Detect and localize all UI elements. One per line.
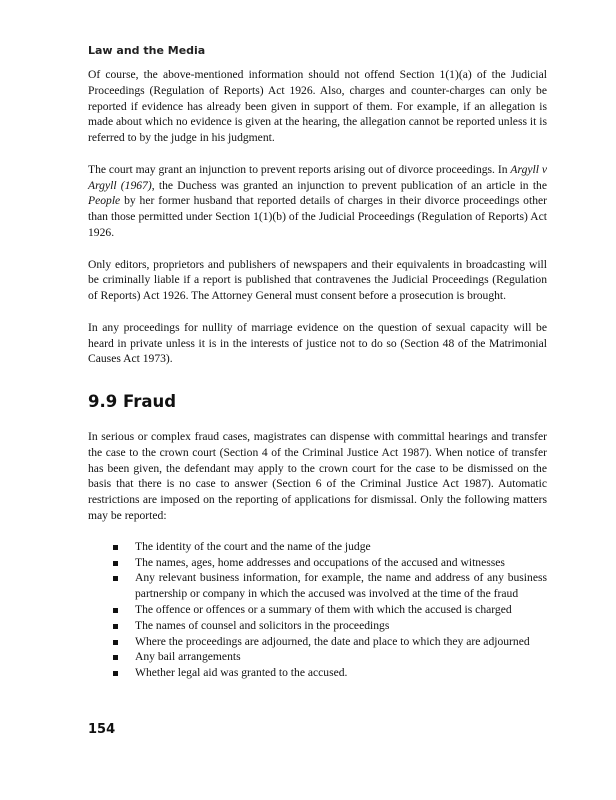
list-item bbox=[88, 665, 547, 681]
paragraph-criminal-liability: Only editors, proprietors and publishers of newspapers and their equivalents in broadcasting will be criminally liable if a report is published that contravenes the Judicial Proceedings (Regulation of Reports) Act 1926. The Attorney General must consent before a prosecution is brought. bbox=[88, 257, 547, 303]
reportable-matters-list bbox=[88, 539, 547, 681]
bullet-icon bbox=[113, 561, 118, 566]
paragraph-reporting-restrictions: Of course, the above-mentioned information should not offend Section 1(1)(a) of the Judicial Proceedings (Regulation of Reports) Act 1926. Also, charges and counter-charges can only be reported if evidence has already been given in support of them. For example, if an allegation is made about which no evidence is given at the hearing, the allegation cannot be reported unless it is referred to by the judge in his judgment. bbox=[88, 68, 547, 145]
running-head: Law and the Media bbox=[88, 44, 206, 57]
list-item-text: Where the proceedings are adjourned, the date and place to which they are adjourned bbox=[135, 634, 530, 648]
list-item bbox=[88, 555, 547, 571]
list-item-text: The identity of the court and the name of the judge bbox=[135, 539, 371, 553]
list-item bbox=[88, 602, 547, 618]
bullet-icon bbox=[113, 671, 118, 676]
paragraph-nullity-proceedings: In any proceedings for nullity of marriage evidence on the question of sexual capacity will be heard in private unless it is in the interests of justice not to do so (Section 48 of the Matrimonial Causes Act 1973). bbox=[88, 320, 547, 366]
paragraph-text: , the Duchess was granted an injunction to prevent publication of an article in the bbox=[151, 178, 547, 192]
page-number: 154 bbox=[88, 722, 116, 737]
list-item bbox=[88, 570, 547, 602]
list-item-text: The offence or offences or a summary of them with which the accused is charged bbox=[135, 602, 512, 616]
body-text bbox=[88, 67, 547, 681]
list-item bbox=[88, 634, 547, 650]
bullet-icon bbox=[113, 608, 118, 613]
section-heading: 9.9 Fraud bbox=[88, 392, 177, 412]
list-item-text: The names of counsel and solicitors in the proceedings bbox=[135, 618, 390, 632]
list-item-text: Any bail arrangements bbox=[135, 650, 241, 664]
list-item bbox=[88, 649, 547, 665]
bullet-icon bbox=[113, 640, 118, 645]
paragraph-text: by her former husband that reported details of charges in their divorce proceedings other than those permitted under Section 1(1)(b) of the Judicial Proceedings (Regulation of Reports) Act 1926. bbox=[88, 194, 547, 239]
paragraph-text: The court may grant an injunction to prevent reports arising out of divorce proceedings. In bbox=[88, 162, 511, 176]
list-item-text: Any relevant business information, for example, the name and address of any business partnership or company in which the accused was involved at the time of the fraud bbox=[135, 571, 547, 601]
bullet-icon bbox=[113, 545, 118, 550]
bullet-icon bbox=[113, 624, 118, 629]
list-item bbox=[88, 539, 547, 555]
bullet-icon bbox=[113, 655, 118, 660]
bullet-icon bbox=[113, 576, 118, 581]
case-citation: Argyll v Argyll (1967) bbox=[88, 162, 547, 192]
paragraph-divorce-injunction bbox=[88, 162, 547, 241]
list-item-text: Whether legal aid was granted to the accused. bbox=[135, 666, 348, 680]
newspaper-title: People bbox=[88, 194, 121, 208]
list-item bbox=[88, 618, 547, 634]
paragraph-fraud-intro: In serious or complex fraud cases, magistrates can dispense with committal hearings and transfer the case to the crown court (Section 4 of the Criminal Justice Act 1987). When notice of transfer has been given, the defendant may apply to the crown court for the case to be dismissed on the basis that there is no case to answer (Section 6 of the Criminal Justice Act 1987). Automatic restrictions are imposed on the reporting of applications for dismissal. Only the following matters may be reported: bbox=[88, 429, 547, 522]
list-item-text: The names, ages, home addresses and occupations of the accused and witnesses bbox=[135, 555, 505, 569]
